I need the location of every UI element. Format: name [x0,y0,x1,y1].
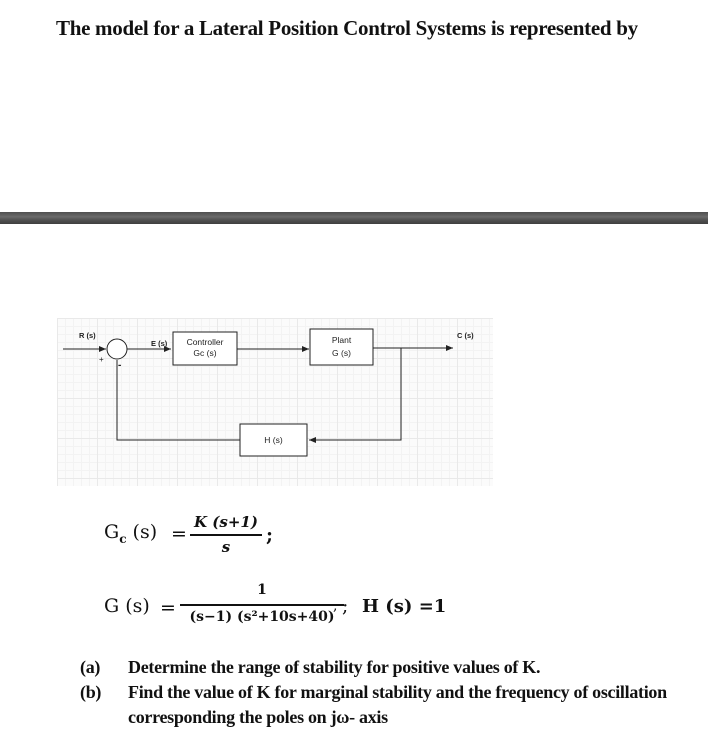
question-a-text: Determine the range of stability for positive values of K. [128,657,541,677]
question-a-label: (a) [80,657,101,677]
gc-lhs-sub: c [119,531,127,546]
gc-numerator: K (s+1) [194,513,258,531]
question-b-label: (b) [80,682,102,702]
error-label: E (s) [151,339,168,348]
question-list [80,655,700,730]
g-lhs: G (s) [104,595,150,617]
output-label: C (s) [457,331,474,340]
page-title: The model for a Lateral Position Control Systems is represented by [56,16,638,40]
divider-bar [0,212,708,224]
summing-junction [107,339,127,359]
controller-tf: Gc (s) [193,348,217,358]
block-diagram-svg [57,318,493,486]
gc-equals: = [171,523,187,545]
gc-lhs [104,521,157,546]
gc-lhs-arg: (s) [132,521,158,543]
plant-title: Plant [331,335,352,345]
gc-lhs-main: G [104,521,120,543]
question-b-text: Find the value of K for marginal stability and the frequency of oscillation corresponding the poles on jω- axis [128,682,667,727]
feedback-tf: H (s) [264,435,283,445]
gc-denominator: s [221,538,231,556]
plant-tf: G (s) [332,348,351,358]
input-label: R (s) [79,331,96,340]
g-numerator: 1 [257,582,267,598]
block-diagram [57,318,493,486]
g-separator: ; [342,595,349,617]
minus-sign: - [118,360,122,371]
g-equals: = [160,597,176,619]
h-equation: H (s) =1 [362,596,447,617]
controller-title: Controller [186,337,224,347]
feedback-line-left [117,360,240,440]
g-tail: , [333,598,338,614]
question-b [80,680,700,730]
g-fraction-line [180,604,344,606]
g-denominator: (s−1) (s²+10s+40) [189,609,335,625]
gc-fraction-line [190,534,262,536]
gc-separator: ; [266,524,274,546]
plus-sign: + [99,355,104,364]
question-a [80,655,700,680]
